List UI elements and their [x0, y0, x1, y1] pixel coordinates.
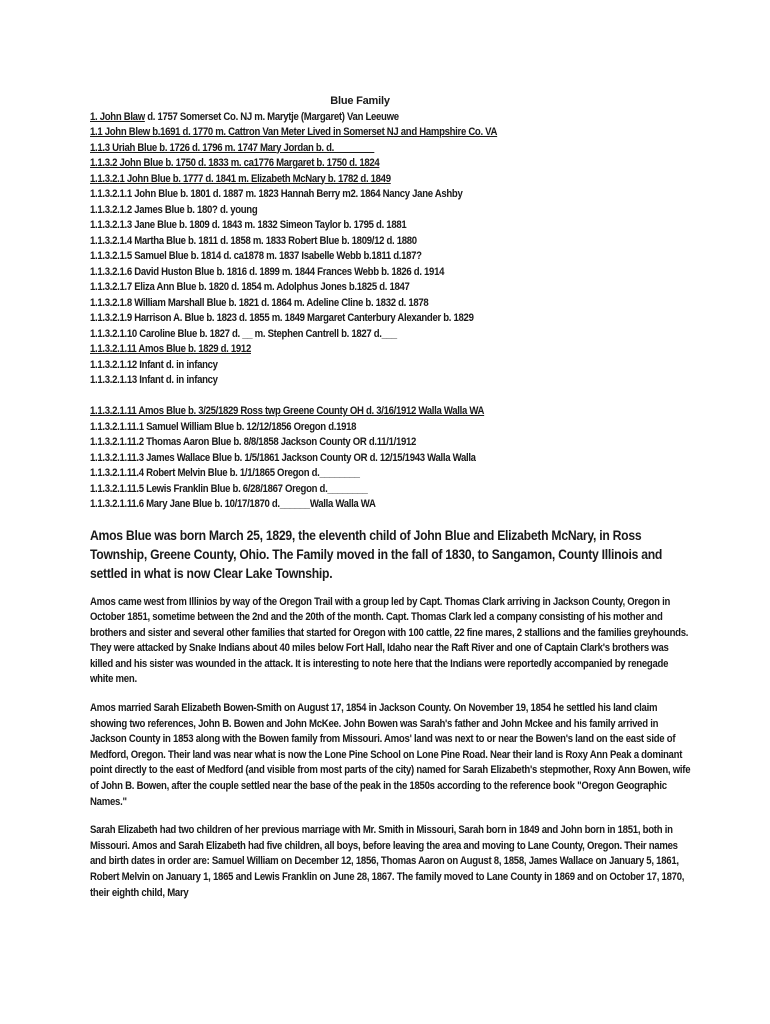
genealogy-line: 1.1.3.2.1.9 Harrison A. Blue b. 1823 d. 1855 m. 1849 Margaret Canterbury Alexander b. 1829: [90, 312, 474, 324]
paragraph-children: Sarah Elizabeth had two children of her previous marriage with Mr. Smith in Missouri, Sarah born in 1849 and John born in 1851, both in Missouri. Amos and Sarah Elizabeth had five children, all boys, before leaving the area and moving to Lane County, Oregon. Their names and birth dates in order are: Samuel William on December 12, 1856, Thomas Aaron on August 8, 1858, James Wallace on January 5, 1861, Robert Melvin on January 1, 1865 and Lewis Franklin on June 28, 1867. The family moved to Lane County in 1869 and on October 17, 1870, their eighth child, Mary: [90, 824, 685, 899]
genealogy-line: 1.1.3.2.1.11.5 Lewis Franklin Blue b. 6/28/1867 Oregon d.________: [90, 482, 368, 495]
genealogy-line: 1.1.3.2.1.8 William Marshall Blue b. 1821 d. 1864 m. Adeline Cline b. 1832 d. 1878: [90, 296, 429, 309]
document-page: [90, 94, 690, 901]
lead-paragraph: Amos Blue was born March 25, 1829, the eleventh child of John Blue and Elizabeth McNary, in Ross Township, Greene County, Ohio. The Family moved in the fall of 1830, to Sangamon, County Illinois and settled in what is now Clear Lake Township.: [90, 526, 663, 581]
blank-line: [90, 389, 690, 405]
genealogy-list: [90, 110, 690, 513]
genealogy-line: 1.1.3.2.1.6 David Huston Blue b. 1816 d. 1899 m. 1844 Frances Webb b. 1826 d. 1914: [90, 265, 445, 278]
genealogy-line: 1.1.3.2.1.11 Amos Blue b. 3/25/1829 Ross twp Greene County OH d. 3/16/1912 Walla Walla WA: [90, 405, 485, 417]
genealogy-line: 1.1.3.2.1.3 Jane Blue b. 1809 d. 1843 m. 1832 Simeon Taylor b. 1795 d. 1881: [90, 219, 407, 231]
genealogy-line: 1.1 John Blew b.1691 d. 1770 m. Cattron Van Meter Lived in Somerset NJ and Hampshire Co. VA: [90, 126, 498, 138]
genealogy-line: 1.1.3.2.1.10 Caroline Blue b. 1827 d. __ m. Stephen Cantrell b. 1827 d.___: [90, 327, 397, 340]
genealogy-line: 1.1.3.2.1.11.1 Samuel William Blue b. 12/12/1856 Oregon d.1918: [90, 420, 357, 433]
genealogy-line: 1.1.3.2.1.11 Amos Blue b. 1829 d. 1912: [90, 343, 251, 355]
genealogy-line: 1.1.3.2.1.11.2 Thomas Aaron Blue b. 8/8/1858 Jackson County OR d.11/1/1912: [90, 436, 417, 448]
paragraph-oregon-trail: Amos came west from Illinios by way of the Oregon Trail with a group led by Capt. Thomas Clark arriving in Jackson County, Oregon in October 1851, sometime between the 2nd and the 20th of the month. Capt. Thomas Clark led a company consisting of his mother and brothers and sister and several other families that started for Oregon with 100 cattle, 22 fine mares, 2 stallions and the families greyhounds. They were attacked by Snake Indians about 40 miles below Fort Hall, Idaho near the Raft River and one of Captain Clark's brothers was killed and his sister was wounded in the attack. It is interesting to note here that the Indians were reportedly accompanied by renegade white men.: [90, 595, 689, 686]
genealogy-line: 1.1.3.2.1.12 Infant d. in infancy: [90, 358, 218, 371]
genealogy-line: 1.1.3.2.1.7 Eliza Ann Blue b. 1820 d. 1854 m. Adolphus Jones b.1825 d. 1847: [90, 281, 410, 293]
genealogy-line: [90, 110, 612, 126]
underlined-name: 1. John Blaw: [90, 110, 145, 123]
genealogy-line: 1.1.3.2.1.2 James Blue b. 180? d. young: [90, 203, 258, 216]
genealogy-line: 1.1.3.2.1.11.6 Mary Jane Blue b. 10/17/1870 d.______Walla Walla WA: [90, 498, 376, 510]
genealogy-line: 1.1.3.2 John Blue b. 1750 d. 1833 m. ca1776 Margaret b. 1750 d. 1824: [90, 157, 380, 169]
genealogy-line: 1.1.3.2.1.11.3 James Wallace Blue b. 1/5/1861 Jackson County OR d. 12/15/1943 Walla Walla: [90, 451, 476, 464]
line-rest: d. 1757 Somerset Co. NJ m. Marytje (Margaret) Van Leeuwe: [144, 110, 399, 123]
genealogy-line: 1.1.3.2.1 John Blue b. 1777 d. 1841 m. Elizabeth McNary b. 1782 d. 1849: [90, 172, 391, 185]
genealogy-line: 1.1.3.2.1.4 Martha Blue b. 1811 d. 1858 m. 1833 Robert Blue b. 1809/12 d. 1880: [90, 234, 417, 247]
document-title: Blue Family: [330, 95, 390, 107]
genealogy-line: 1.1.3 Uriah Blue b. 1726 d. 1796 m. 1747 Mary Jordan b. d.________: [90, 141, 375, 154]
genealogy-line: 1.1.3.2.1.13 Infant d. in infancy: [90, 374, 218, 386]
genealogy-line: 1.1.3.2.1.5 Samuel Blue b. 1814 d. ca1878 m. 1837 Isabelle Webb b.1811 d.187?: [90, 250, 422, 262]
genealogy-line: 1.1.3.2.1.1 John Blue b. 1801 d. 1887 m. 1823 Hannah Berry m2. 1864 Nancy Jane Ashby: [90, 188, 463, 200]
genealogy-line: 1.1.3.2.1.11.4 Robert Melvin Blue b. 1/1/1865 Oregon d.________: [90, 467, 360, 479]
paragraph-marriage: Amos married Sarah Elizabeth Bowen-Smith on August 17, 1854 in Jackson County. On November 19, 1854 he settled his land claim showing two references, John B. Bowen and John McKee. John Bowen was Sarah's father and John Mckee and his family arrived in Jackson County in 1853 along with the Bowen family from Missouri. Amos' land was next to or near the Bowen's land on the east side of Medford, Oregon. Their land was near what is now the Lone Pine School on Lone Pine Road. Near their land is Roxy Ann Peak a dominant point directly to the east of Medford (and visible from most parts of the city) named for Sarah Elizabeth's stepmother, Roxy Ann Bowen, wife of John B. Bowen, after the couple settled near the base of the peak in the 1850s according to the reference book "Oregon Geographic Names.": [90, 702, 691, 808]
